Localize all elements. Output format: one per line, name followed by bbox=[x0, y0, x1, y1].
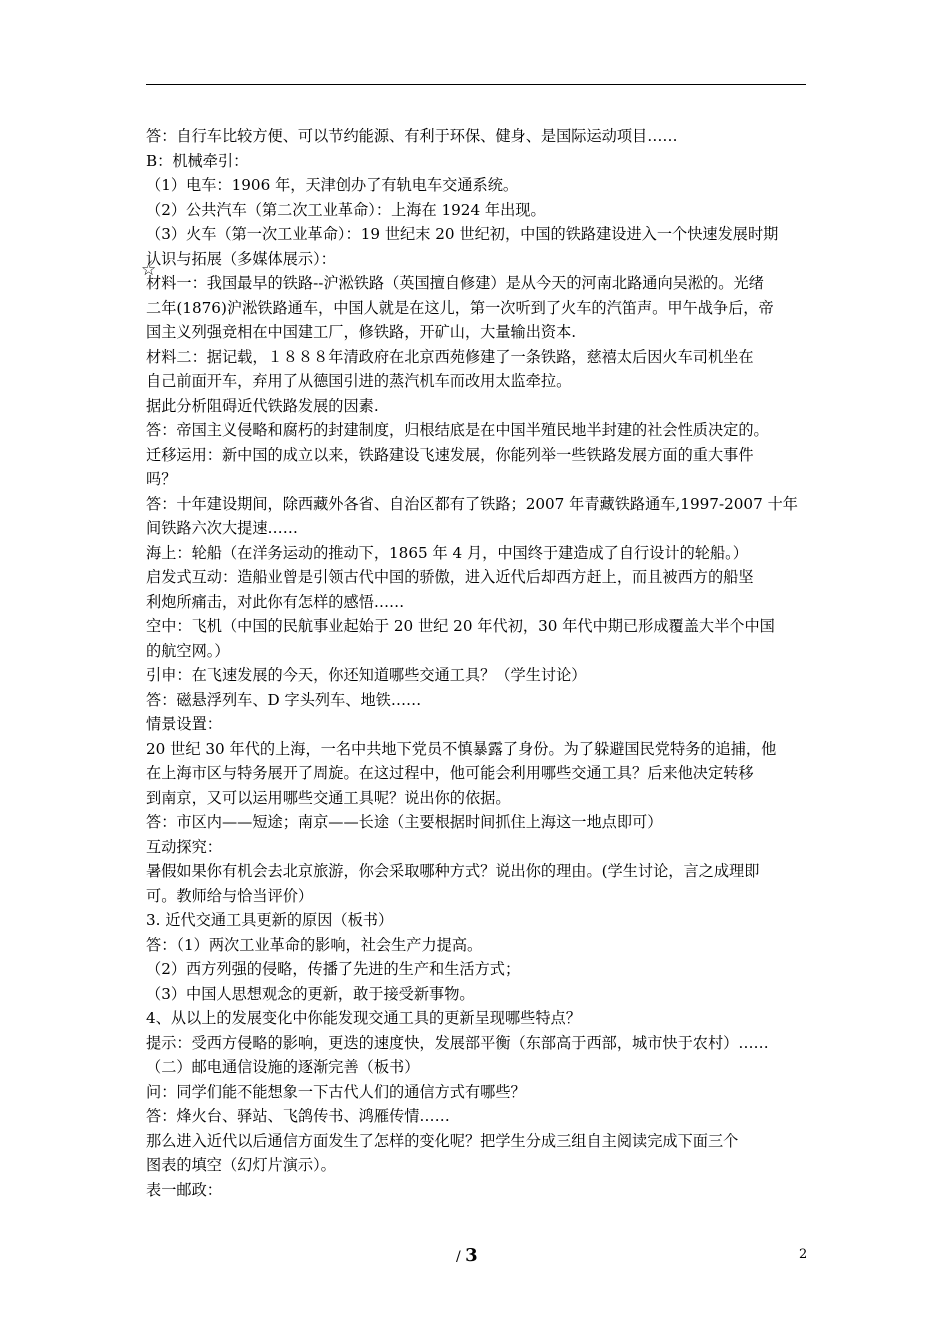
text-line: 到南京，又可以运用哪些交通工具呢？说出你的依据。 bbox=[146, 788, 511, 807]
text-line: 迁移运用：新中国的成立以来，铁路建设飞速发展，你能列举一些铁路发展方面的重大事件 bbox=[146, 445, 754, 464]
text-line: （1）电车：1906 年，天津创办了有轨电车交通系统。 bbox=[146, 176, 519, 194]
page-footer bbox=[456, 1245, 478, 1266]
page-separator: / bbox=[456, 1249, 461, 1265]
text-line: 20 世纪 30 年代的上海，一名中共地下党员不慎暴露了身份。为了躲避国民党特务的追捕，他 bbox=[146, 739, 777, 758]
text-line: B：机械牵引： bbox=[146, 151, 249, 170]
text-line: 据此分析阻碍近代铁路发展的因素. bbox=[146, 396, 379, 415]
text-line: 答：市区内——短途；南京——长途（主要根据时间抓住上海这一地点即可） bbox=[146, 813, 663, 831]
text-line: 表一邮政： bbox=[146, 1180, 222, 1199]
text-line: 启发式互动：造船业曾是引领古代中国的骄傲，进入近代后却西方赶上，而且被西方的船坚 bbox=[146, 568, 754, 586]
text-line: （二）邮电通信设施的逐渐完善（板书） bbox=[146, 1058, 420, 1076]
text-line: 空中：飞机（中国的民航事业起始于 20 世纪 20 年代初，30 年代中期已形成覆盖大半个中国 bbox=[146, 617, 775, 635]
text-line: 引申：在飞速发展的今天，你还知道哪些交通工具？（学生讨论） bbox=[146, 666, 587, 684]
text-line: 那么进入近代以后通信方面发生了怎样的变化呢？把学生分成三组自主阅读完成下面三个 bbox=[146, 1131, 739, 1150]
text-line: 材料一：我国最早的铁路--沪淞铁路（英国擅自修建）是从今天的河南北路通向吴淞的。光绪 bbox=[146, 274, 764, 292]
text-line: 互动探究： bbox=[146, 837, 222, 856]
text-line: （2）公共汽车（第二次工业革命）：上海在 1924 年出现。 bbox=[146, 200, 546, 219]
text-line: 提示：受西方侵略的影响，更迭的速度快，发展部平衡（东部高于西部，城市快于农村）…… bbox=[146, 1033, 769, 1052]
text-line: 答：（1）两次工业革命的影响，社会生产力提高。 bbox=[146, 935, 483, 954]
text-line: 自己前面开车，弃用了从德国引进的蒸汽机车而改用太监牵拉。 bbox=[146, 372, 572, 390]
text-line: 3. 近代交通工具更新的原因（板书） bbox=[146, 911, 394, 929]
text-line: 答：帝国主义侵略和腐朽的封建制度，归根结底是在中国半殖民地半封建的社会性质决定的。 bbox=[146, 421, 769, 439]
text-line: 暑假如果你有机会去北京旅游，你会采取哪种方式？说出你的理由。(学生讨论，言之成理即 bbox=[146, 862, 760, 880]
text-line: （3）中国人思想观念的更新，敢于接受新事物。 bbox=[146, 984, 475, 1003]
text-line: 4、从以上的发展变化中你能发现交通工具的更新呈现哪些特点？ bbox=[146, 1009, 581, 1027]
text-line: 利炮所痛击，对此你有怎样的感悟…… bbox=[146, 592, 405, 611]
text-line: （3）火车（第一次工业革命）：19 世纪末 20 世纪初，中国的铁路建设进入一个快速发展时期 bbox=[146, 225, 779, 243]
text-line: 材料二：据记载，１８８８年清政府在北京西苑修建了一条铁路，慈禧太后因火车司机坐在 bbox=[146, 347, 754, 366]
text-line: 答：磁悬浮列车、D 字头列车、地铁…… bbox=[146, 690, 422, 709]
text-line: 答：自行车比较方便、可以节约能源、有利于环保、健身、是国际运动项目…… bbox=[146, 127, 678, 145]
text-line: 国主义列强竞相在中国建工厂，修铁路，开矿山，大量输出资本. bbox=[146, 323, 577, 341]
text-line: 可。教师给与恰当评价） bbox=[146, 886, 314, 905]
header-rule bbox=[146, 84, 806, 85]
text-line: 间铁路六次大提速…… bbox=[146, 519, 298, 537]
text-line: 二年(1876)沪淞铁路通车，中国人就是在这儿，第一次听到了火车的汽笛声。甲午战争后，帝 bbox=[146, 298, 774, 317]
text-line: 问：同学们能不能想象一下古代人们的通信方式有哪些？ bbox=[146, 1082, 526, 1101]
text-line: 图表的填空（幻灯片演示）。 bbox=[146, 1156, 336, 1174]
total-pages: 3 bbox=[465, 1245, 478, 1266]
page-number: 2 bbox=[799, 1247, 808, 1262]
text-line: 的航空网。） bbox=[146, 641, 230, 660]
star-outline-icon: ☆ bbox=[141, 260, 157, 280]
text-line: （2）西方列强的侵略，传播了先进的生产和生活方式； bbox=[146, 960, 521, 978]
text-line: 答：烽火台、驿站、飞鸽传书、鸿雁传情…… bbox=[146, 1107, 450, 1125]
text-line: 答：十年建设期间，除西藏外各省、自治区都有了铁路；2007 年青藏铁路通车,1997-2007 十年 bbox=[146, 494, 798, 513]
text-line: 吗？ bbox=[146, 470, 177, 488]
text-line: 在上海市区与特务展开了周旋。在这过程中，他可能会利用哪些交通工具？后来他决定转移 bbox=[146, 764, 754, 782]
text-line: 情景设置： bbox=[146, 715, 222, 733]
document-body bbox=[146, 124, 818, 1202]
text-line: 海上：轮船（在洋务运动的推动下，1865 年 4 月，中国终于建造成了自行设计的轮船。） bbox=[146, 543, 748, 562]
text-line: 认识与拓展（多媒体展示）： bbox=[146, 249, 336, 268]
